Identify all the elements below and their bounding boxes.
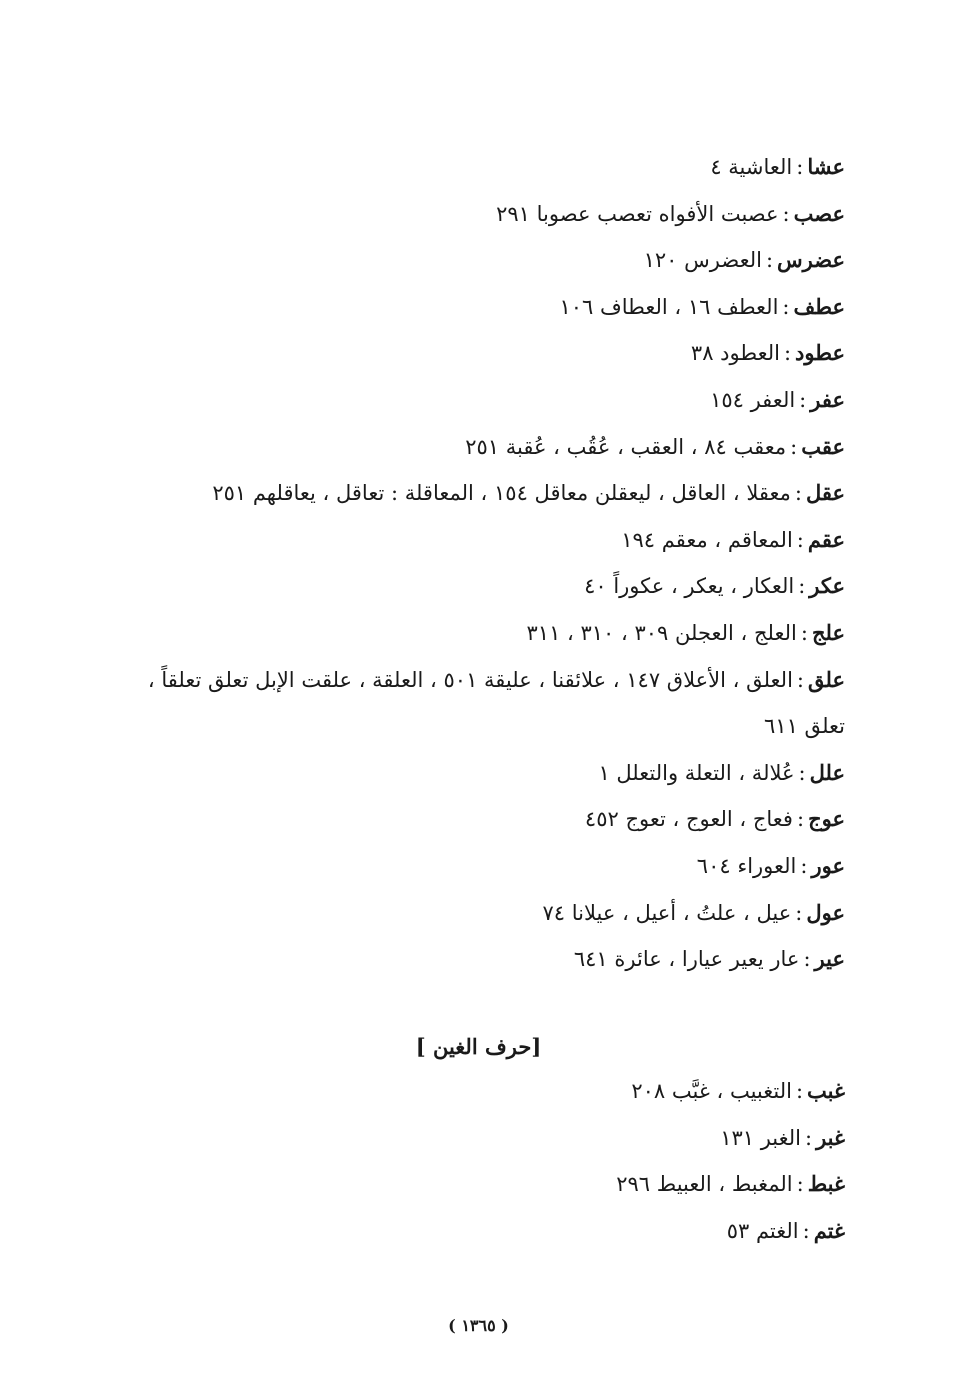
entry-separator: : [795, 1079, 804, 1103]
entry-text: العطود ٣٨ [690, 341, 780, 366]
entry-separator: : [783, 341, 792, 366]
entry-separator: : [799, 387, 807, 412]
index-entry [125, 517, 845, 564]
entry-root: عقل [805, 480, 845, 506]
index-entry [125, 563, 845, 610]
entry-text: التغبيب ، غبَّب ٢٠٨ [631, 1079, 792, 1103]
index-entry [125, 144, 845, 191]
entry-root: عير [814, 946, 845, 972]
entry-root: عقب [801, 433, 845, 459]
entry-text: العضرس ١٢٠ [643, 248, 762, 273]
entry-text: العلق ، الأعلاق ١٤٧ ، علائقنا ، عليقة ٥٠١ ، العلقة ، علقت الإبل تعلق تعلقاً ، تعلق ٦١١ [147, 667, 845, 739]
entry-text: معقب ٨٤ ، العقب ، عُقُب ، عُقبة ٢٥١ [465, 434, 787, 459]
entry-root: غبب [807, 1078, 845, 1103]
entry-text: العاشية ٤ [710, 155, 793, 179]
index-entry [125, 1208, 845, 1255]
entry-separator: : [798, 760, 806, 785]
index-entry [125, 1068, 845, 1115]
entry-text: الغتم ٥٣ [726, 1218, 799, 1243]
entry-separator: : [765, 248, 774, 273]
entry-text: المغبط ، العبيط ٢٩٦ [616, 1172, 793, 1197]
section-heading: [حرف الغين ] [415, 1034, 542, 1059]
entry-root: عطف [793, 293, 845, 319]
index-entry [125, 1115, 845, 1162]
entry-text: عار يعير عيارا ، عائرة ٦٤١ [573, 947, 800, 972]
entry-root: عفر [810, 386, 845, 412]
index-entry [125, 1161, 845, 1208]
entry-text: فعاج ، العوج ، تعوج ٤٥٢ [584, 807, 793, 832]
index-entry [125, 657, 845, 750]
page-number: ( ١٣٦٥ ) [448, 1316, 509, 1335]
entry-root: عوج [808, 806, 845, 832]
index-entry [125, 936, 845, 983]
index-entry [125, 610, 845, 657]
index-entry [125, 750, 845, 797]
entry-separator: : [803, 947, 811, 972]
entry-separator: : [796, 527, 804, 552]
entry-root: عقم [807, 526, 845, 552]
entry-separator: : [782, 201, 790, 226]
index-entry [125, 796, 845, 843]
entry-text: المعاقم ، معقم ١٩٤ [621, 527, 793, 552]
entry-text: العلج ، العجلن ٣٠٩ ، ٣١٠ ، ٣١١ [526, 620, 797, 645]
entry-root: علج [811, 619, 845, 645]
entry-root: عطود [795, 340, 845, 366]
entry-text: العوراء ٦٠٤ [696, 853, 797, 878]
entry-separator: : [796, 807, 805, 832]
index-entry [125, 191, 845, 238]
index-entry [125, 890, 845, 937]
entry-root: عكر [809, 573, 845, 599]
entry-text: الغبر ١٣١ [720, 1125, 802, 1150]
index-entry [125, 843, 845, 890]
entry-text: عصبت الأفواه تعصب عصوبا ٢٩١ [496, 201, 779, 226]
index-entry [125, 237, 845, 284]
index-entry [125, 284, 845, 331]
entry-text: عيل ، علتُ ، أعيل ، عيلانا ٧٤ [542, 900, 792, 925]
entry-separator: : [800, 853, 808, 878]
entry-root: عضرس [777, 247, 845, 273]
index-entry [125, 377, 845, 424]
entry-text: العكار ، يعكر ، عكوراً ٤٠ [584, 574, 795, 599]
entry-separator: : [798, 574, 806, 599]
entry-separator: : [802, 1218, 810, 1243]
entry-separator: : [796, 667, 804, 692]
entry-root: عول [806, 899, 845, 925]
entry-text: العطف ١٦ ، العطاف ١٠٦ [559, 294, 779, 319]
entry-separator: : [782, 294, 790, 319]
entries-group-ghain [125, 1068, 845, 1254]
entry-root: علل [809, 759, 845, 785]
entry-separator: : [805, 1125, 813, 1150]
entry-root: علق [808, 666, 845, 692]
entry-text: عُلالة ، التعلة والتعلل ١ [598, 760, 795, 785]
entry-separator: : [796, 155, 804, 179]
entry-text: العفر ١٥٤ [710, 387, 796, 412]
entry-root: غتم [813, 1217, 845, 1243]
entry-root: عصب [793, 200, 845, 226]
entry-root: غبط [807, 1171, 845, 1197]
index-entry [125, 470, 845, 517]
entry-root: عور [811, 852, 845, 878]
entry-root: غبر [816, 1124, 845, 1150]
entry-separator: : [794, 481, 802, 506]
index-entry [125, 330, 845, 377]
entries-group-ain [125, 144, 845, 983]
entry-separator: : [795, 900, 803, 925]
entry-root: عشا [807, 154, 845, 179]
entry-separator: : [796, 1172, 804, 1197]
entry-text: معقلا ، العاقل ، ليعقلن معاقل ١٥٤ ، المعاقلة : تعاقل ، يعاقلهم ٢٥١ [212, 481, 791, 506]
entry-separator: : [800, 620, 808, 645]
index-entry [125, 424, 845, 471]
entry-separator: : [790, 434, 798, 459]
